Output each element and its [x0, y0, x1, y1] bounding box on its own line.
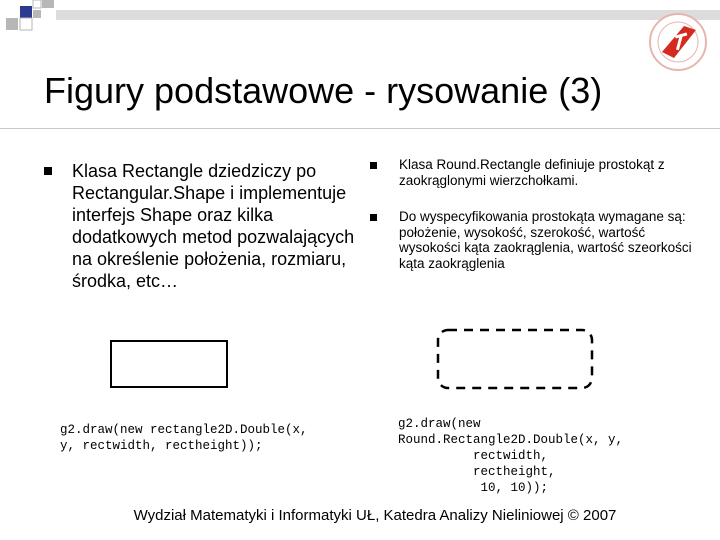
right-bullet-text-2: Do wyspecyfikowania prostokąta wymagane są: położenie, wysokość, szerokość, wartość wysokości kąta zaokrąglenia, wartość szeorkości kąta zaokrąglenia — [399, 209, 692, 271]
university-logo — [648, 12, 708, 72]
bullet-marker — [44, 167, 52, 175]
left-code-sample: g2.draw(new rectangle2D.Double(x, y, rectwidth, rectheight)); — [60, 423, 308, 453]
bullet-marker — [370, 214, 377, 221]
right-code-sample: g2.draw(new Round.Rectangle2D.Double(x, y, rectwidth, rectheight, 10, 10)); — [398, 417, 624, 495]
bullet-marker — [370, 162, 377, 169]
title-divider — [0, 128, 720, 129]
right-bullet-text-1: Klasa Round.Rectangle definiuje prostokąt z zaokrąglonymi wierzchołkami. — [399, 157, 665, 188]
rectangle-illustration — [110, 340, 228, 388]
rounded-rectangle-illustration — [436, 328, 594, 390]
slide-title: Figury podstawowe - rysowanie (3) — [44, 70, 603, 111]
corner-decoration — [0, 0, 720, 40]
slide-footer: Wydział Matematyki i Informatyki UŁ, Katedra Analizy Nieliniowej © 2007 — [133, 507, 617, 524]
left-bullet-text: Klasa Rectangle dziedziczy po Rectangular.Shape i implementuje interfejs Shape oraz kilka dodatkowych metod pozwalających na określenie położenia, rozmiaru, środka, etc… — [72, 161, 355, 291]
